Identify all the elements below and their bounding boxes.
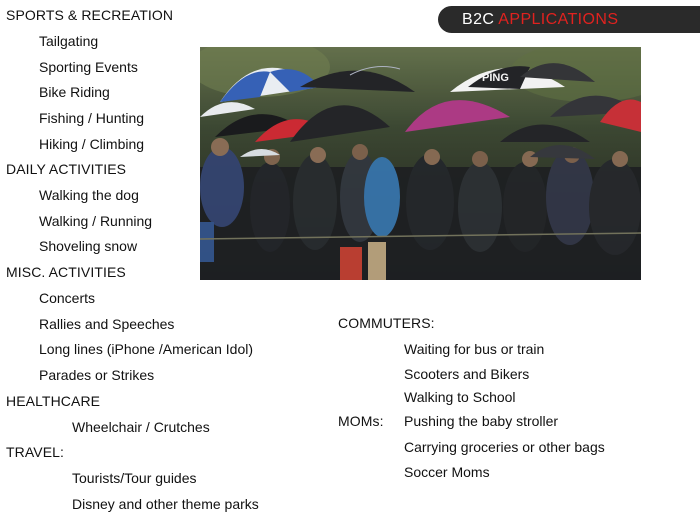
heading-moms: MOMs: xyxy=(338,413,384,429)
heading-commuters: COMMUTERS: xyxy=(338,315,435,331)
list-item: Walking the dog xyxy=(39,187,139,203)
list-item: Sporting Events xyxy=(39,59,138,75)
umbrella-print: PING xyxy=(482,72,509,84)
list-item: Tailgating xyxy=(39,33,99,49)
list-item: Rallies and Speeches xyxy=(39,316,175,332)
heading-misc-activities: MISC. ACTIVITIES xyxy=(6,264,126,280)
list-item: Shoveling snow xyxy=(39,238,138,254)
heading-daily-activities: DAILY ACTIVITIES xyxy=(6,161,127,177)
list-item: Concerts xyxy=(39,290,96,306)
list-item: Fishing / Hunting xyxy=(39,110,145,126)
list-item: Parades or Strikes xyxy=(39,367,155,383)
heading-healthcare: HEALTHCARE xyxy=(6,393,101,409)
list-item: Walking to School xyxy=(404,389,516,405)
heading-travel: TRAVEL: xyxy=(6,444,65,460)
list-item: Walking / Running xyxy=(39,213,153,229)
list-item: Long lines (iPhone /American Idol) xyxy=(39,341,254,357)
list-item: Bike Riding xyxy=(39,84,110,100)
list-item: Soccer Moms xyxy=(404,464,490,480)
list-item: Waiting for bus or train xyxy=(404,341,545,357)
list-item: Pushing the baby stroller xyxy=(404,413,559,429)
umbrella-crowd-photo xyxy=(200,47,641,280)
list-item: Tourists/Tour guides xyxy=(72,470,197,486)
section-title xyxy=(462,10,618,29)
list-item: Disney and other theme parks xyxy=(72,496,259,512)
list-item: Scooters and Bikers xyxy=(404,366,530,382)
title-main: APPLICATIONS xyxy=(498,11,619,28)
section-title-banner xyxy=(438,6,700,33)
list-item: Wheelchair / Crutches xyxy=(72,419,210,435)
list-item: Hiking / Climbing xyxy=(39,136,145,152)
list-item: Carrying groceries or other bags xyxy=(404,439,605,455)
title-prefix: B2C xyxy=(462,11,495,28)
heading-sports-recreation: SPORTS & RECREATION xyxy=(6,7,174,23)
